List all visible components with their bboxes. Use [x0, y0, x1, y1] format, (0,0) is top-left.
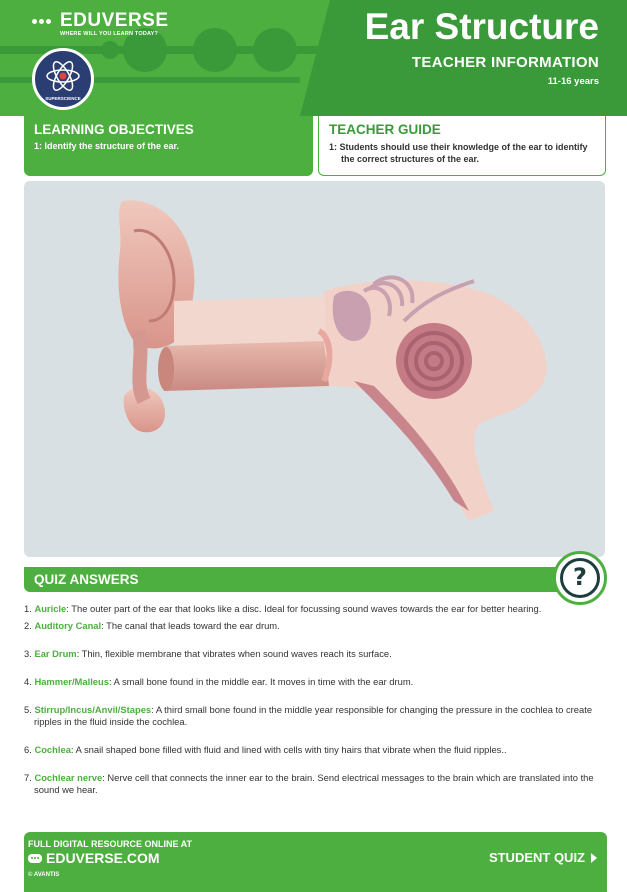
answer-term: Hammer/Malleus — [34, 676, 109, 687]
objectives-title: LEARNING OBJECTIVES — [34, 122, 194, 137]
quiz-answers-header — [24, 567, 564, 592]
learning-objectives-box — [24, 116, 313, 176]
answer-text: : The outer part of the ear that looks like a disc. Ideal for focussing sound waves towards the ear for better hearing. — [66, 603, 542, 614]
list-item — [24, 772, 609, 796]
list-item — [24, 648, 609, 660]
student-quiz-link[interactable] — [489, 850, 597, 865]
guide-title: TEACHER GUIDE — [329, 122, 441, 137]
ear-illustration — [24, 181, 605, 557]
answer-number: 6. — [24, 744, 32, 755]
badge-label: SUPERSCIENCE — [45, 96, 81, 101]
answer-number: 5. — [24, 704, 32, 715]
footer-url: EDUVERSE.COM — [46, 850, 160, 866]
answer-text: : Thin, flexible membrane that vibrates when sound waves reach its surface. — [76, 648, 392, 659]
answer-text: : A third small bone found in the middle year responsible for changing the pressure in the cochlea to create ripples in the fluid inside the cochlea. — [34, 704, 593, 727]
quiz-answers-title: QUIZ ANSWERS — [34, 572, 139, 587]
answer-term: Stirrup/Incus/Anvil/Stapes — [34, 704, 152, 715]
answer-text: : The canal that leads toward the ear drum. — [101, 620, 280, 631]
footer-caption: FULL DIGITAL RESOURCE ONLINE AT — [28, 839, 192, 849]
answer-number: 3. — [24, 648, 32, 659]
quiz-answers-list — [24, 603, 609, 796]
answer-term: Cochlear nerve — [34, 772, 103, 783]
list-item — [24, 704, 609, 728]
answer-term: Auricle — [34, 603, 67, 614]
question-mark-glyph: ? — [560, 558, 600, 598]
question-mark-icon — [553, 551, 607, 605]
student-quiz-label: STUDENT QUIZ — [488, 850, 585, 865]
eduverse-dots-icon — [28, 854, 42, 863]
answer-number: 2. — [24, 620, 32, 631]
logo-tagline: WHERE WILL YOU LEARN TODAY? — [60, 31, 159, 37]
logo-text: EDUVERSE — [60, 10, 169, 31]
guide-item: 1: Students should use their knowledge of the ear to identify the correct structures of the ear. — [329, 142, 588, 164]
copyright: © AVANTIS — [28, 872, 60, 878]
answer-text: : A small bone found in the middle ear. It moves in time with the ear drum. — [108, 676, 414, 687]
arrow-right-icon — [591, 853, 597, 863]
answer-number: 1. — [24, 603, 32, 614]
answer-term: Cochlea — [34, 744, 71, 755]
header — [0, 0, 627, 116]
answer-number: 4. — [24, 676, 32, 687]
answer-term: Auditory Canal — [34, 620, 102, 631]
list-item — [24, 620, 609, 632]
eduverse-logo[interactable] — [32, 10, 169, 32]
answer-term: Ear Drum — [34, 648, 77, 659]
answer-text: : Nerve cell that connects the inner ear to the brain. Send electrical messages to the brain which are translated into the sound we hear. — [34, 772, 594, 795]
answer-text: : A snail shaped bone filled with fluid and lined with cells with tiny hairs that vibrate when the fluid ripples.. — [70, 744, 507, 755]
list-item — [24, 744, 609, 756]
superscience-badge — [32, 48, 94, 110]
ear-structure-image — [24, 181, 605, 557]
page-subtitle: TEACHER INFORMATION — [411, 54, 599, 71]
page-title: Ear Structure — [364, 6, 599, 47]
answer-number: 7. — [24, 772, 32, 783]
objective-item: 1: Identify the structure of the ear. — [34, 141, 180, 151]
list-item — [24, 603, 609, 615]
logo-dots-icon — [32, 15, 56, 27]
list-item — [24, 676, 609, 688]
footer — [24, 832, 607, 892]
teacher-guide-box — [318, 116, 606, 176]
age-range: 11-16 years — [547, 76, 599, 87]
eduverse-link[interactable] — [28, 850, 160, 866]
